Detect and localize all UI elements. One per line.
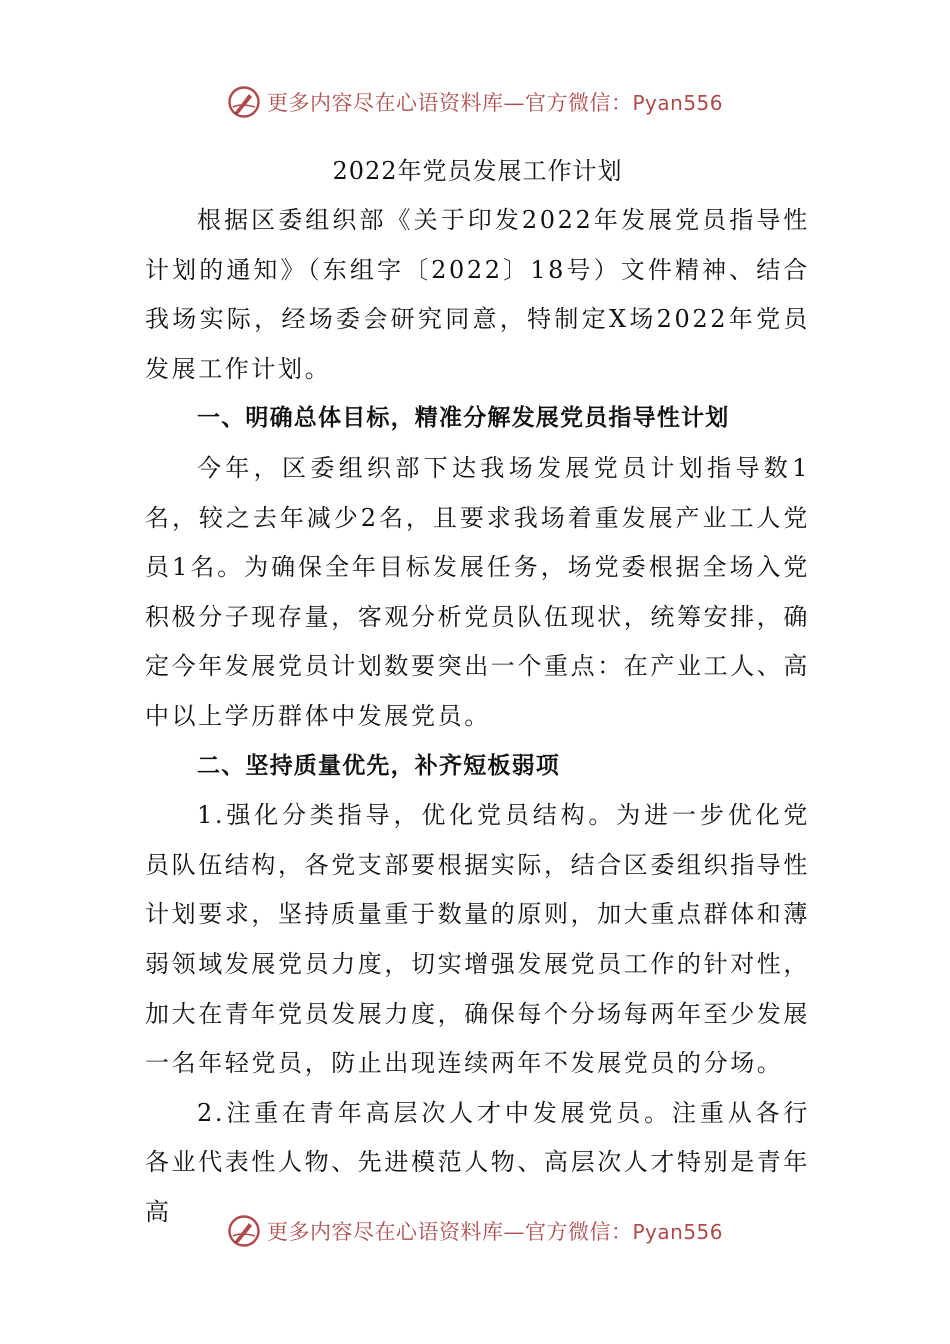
pen-circle-logo-icon [227,85,261,119]
section-2-heading: 二、坚持质量优先，补齐短板弱项 [197,752,560,779]
section-2-item-2: 2.注重在青年高层次人才中发展党员。注重从各行各业代表性人物、先进模范人物、高层次人才特别是青年高 [145,1098,810,1226]
wechat-id: Pyan556 [632,1220,723,1244]
header-watermark-banner [0,82,950,122]
section-1-heading: 一、明确总体目标，精准分解发展党员指导性计划 [197,405,730,432]
document-body [145,148,810,1237]
document-title: 2022年党员发展工作计划 [332,157,623,185]
watermark-content [227,1214,723,1248]
section-1-paragraph: 今年，区委组织部下达我场发展党员计划指导数1名，较之去年减少2名，且要求我场着重发展产业工人党员1名。为确保全年目标发展任务，场党委根据全场入党积极分子现存量，客观分析党员队伍现状，统筹安排，确定今年发展党员计划数要突出一个重点：在产业工人、高中以上学历群体中发展党员。 [145,453,810,730]
watermark-content [227,85,723,119]
wechat-id: Pyan556 [632,91,723,115]
watermark-text: 更多内容尽在心语资料库—官方微信：Pyan556 [266,91,723,115]
pen-circle-logo-icon [227,1214,261,1248]
intro-paragraph: 根据区委组织部《关于印发2022年发展党员指导性计划的通知》（东组字〔2022〕18号）文件精神、结合我场实际，经场委会研究同意，特制定X场2022年党员发展工作计划。 [145,206,810,383]
watermark-text: 更多内容尽在心语资料库—官方微信：Pyan556 [266,1220,723,1244]
section-2-item-1: 1.强化分类指导，优化党员结构。为进一步优化党员队伍结构，各党支部要根据实际，结合区委组织指导性计划要求，坚持质量重于数量的原则，加大重点群体和薄弱领域发展党员力度，切实增强发展党员工作的针对性，加大在青年党员发展力度，确保每个分场每两年至少发展一名年轻党员，防止出现连续两年不发展党员的分场。 [145,801,810,1078]
footer-watermark-banner [0,1211,950,1251]
